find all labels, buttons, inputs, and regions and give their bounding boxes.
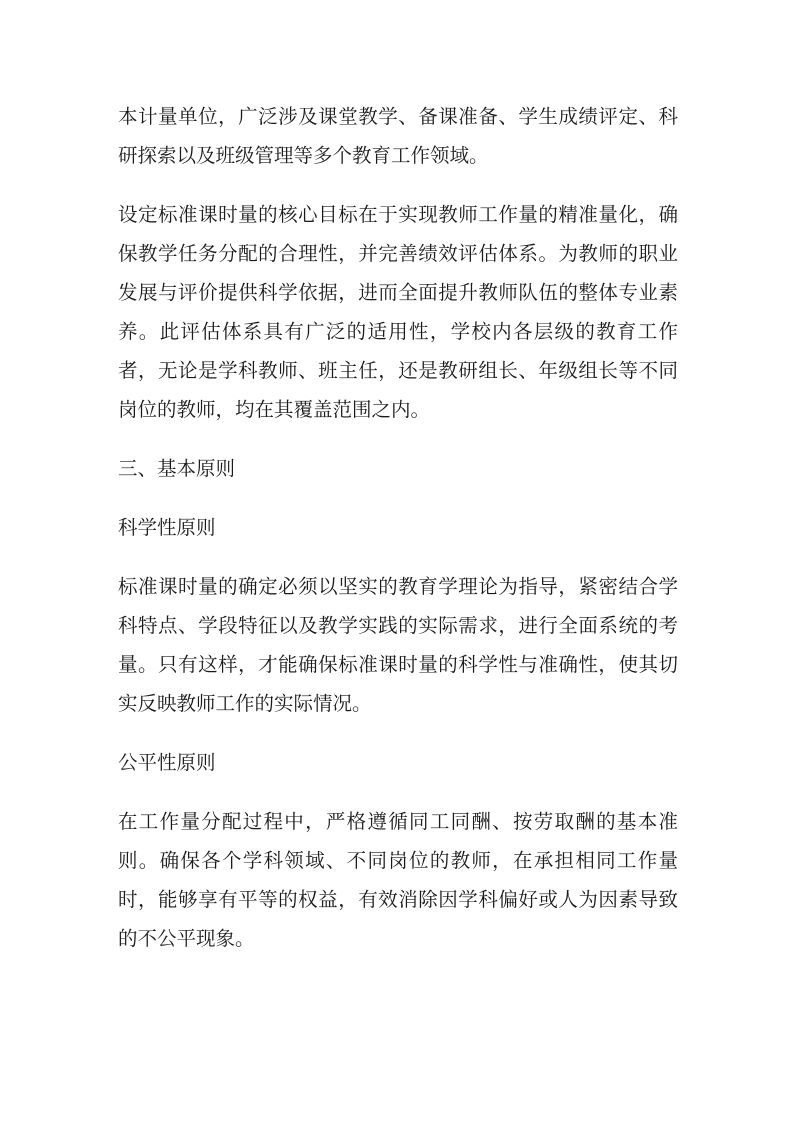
paragraph-objective: 设定标准课时量的核心目标在于实现教师工作量的精准量化，确保教学任务分配的合理性，并完善绩效评估体系。为教师的职业发展与评价提供科学依据，进而全面提升教师队伍的整体专业素养。此评估体系具有广泛的适用性，学校内各层级的教育工作者，无论是学科教师、班主任，还是教研组长、年级组长等不同岗位的教师，均在其覆盖范围之内。 [118, 203, 678, 421]
subheading-fairness-principle: 公平性原则 [118, 751, 216, 774]
paragraph-scope: 本计量单位，广泛涉及课堂教学、备课准备、学生成绩评定、科研探索以及班级管理等多个教育工作领域。 [118, 105, 678, 167]
paragraph-scientific-principle: 标准课时量的确定必须以坚实的教育学理论为指导，紧密结合学科特点、学段特征以及教学实践的实际需求，进行全面系统的考量。只有这样，才能确保标准课时量的科学性与准确性，使其切实反映教师工作的实际情况。 [118, 575, 678, 715]
subheading-scientific-principle: 科学性原则 [118, 516, 216, 539]
paragraph-fairness-principle: 在工作量分配过程中，严格遵循同工同酬、按劳取酬的基本准则。确保各个学科领域、不同岗位的教师，在承担相同工作量时，能够享有平等的权益，有效消除因学科偏好或人为因素导致的不公平现象。 [118, 810, 678, 950]
document-page [118, 97, 678, 978]
section-heading-basic-principles: 三、基本原则 [118, 457, 236, 480]
